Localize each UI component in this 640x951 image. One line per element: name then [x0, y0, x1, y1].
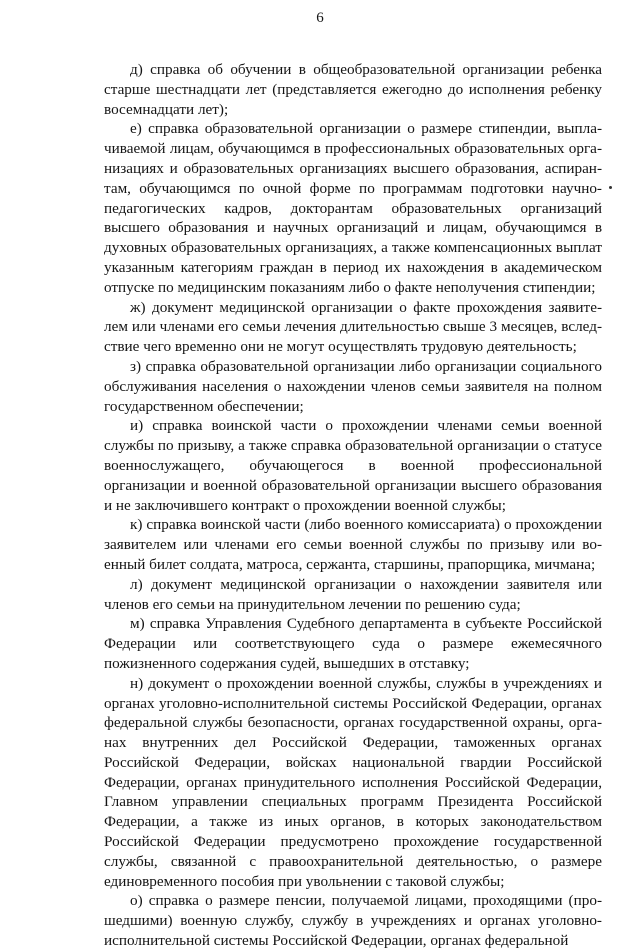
- paragraph-n: н) документ о прохождении военной службы, службы в учреждениях и органах уголовно-исполнительной системы Российской Федерации, органах федеральной службы безопасности, органах государственной охраны, органах внутренних дел Российской Федерации, таможенных органах Российской Федерации, войсках национальной гвардии Российской Федерации, органах принудительного исполнения Российской Федерации, Главном управлении специальных программ Президента Российской Федерации, а также из иных органов, в которых законодательством Российской Федерации предусмотрено прохождение государственной службы, связанной с правоохранительной деятельностью, о размере единовременного пособия при увольнении с таковой службы;: [104, 674, 602, 890]
- paragraph-l: л) документ медицинской организации о нахождении заявителя или членов его семьи на принудительном лечении по решению суда;: [104, 575, 602, 613]
- document-body: [104, 60, 602, 951]
- paragraph-i: и) справка воинской части о прохождении членами семьи военной службы по призыву, а также справка образовательной организации о статусе военнослужащего, обучающегося в военной профессиональной организации и военной образовательной организации высшего образования и не заключившего контракт о прохождении военной службы;: [104, 417, 602, 514]
- paragraph-k: к) справка воинской части (либо военного комиссариата) о прохождении заявителем или членами его семьи военной службы по призыву или военный билет солдата, матроса, сержанта, старшины, прапорщика, мичмана;: [104, 516, 602, 573]
- paragraph-e: е) справка образовательной организации о размере стипендии, выплачиваемой лицам, обучающимся в профессиональных образовательных организациях и образовательных организациях высшего образования, аспирантам, обучающимся по очной форме по программам подготовки научно-педагогических кадров, докторантам образовательных организаций высшего образования и научных организаций и лицам, обучающимся в духовных образовательных организациях, а также компенсационных выплат указанным категориям граждан в период их нахождения в академическом отпуске по медицинским показаниям либо о факте неполучения стипендии;: [104, 120, 602, 296]
- page-number: 6: [316, 10, 324, 26]
- paragraph-m: м) справка Управления Судебного департамента в субъекте Российской Федерации или соответствующего суда о размере ежемесячного пожизненного содержания судей, вышедших в отставку;: [104, 615, 602, 672]
- paragraph-d: д) справка об обучении в общеобразовательной организации ребенка старше шестнадцати лет (представляется ежегодно до исполнения ребенку восемнадцати лет);: [104, 61, 602, 118]
- scan-dot-mark: [609, 186, 612, 189]
- paragraph-z: з) справка образовательной организации либо организации социального обслуживания населения о нахождении членов семьи заявителя на полном государственном обеспечении;: [104, 357, 602, 415]
- paragraph-o: о) справка о размере пенсии, получаемой лицами, проходящими (прошедшими) военную службу, службу в учреждениях и органах уголовно-исполнительной системы Российской Федерации, органах федеральной: [104, 892, 602, 950]
- paragraph-zh: ж) документ медицинской организации о факте прохождения заявителем или членами его семьи лечения длительностью свыше 3 месяцев, вследствие чего временно они не могут осуществлять трудовую деятельность;: [104, 298, 602, 356]
